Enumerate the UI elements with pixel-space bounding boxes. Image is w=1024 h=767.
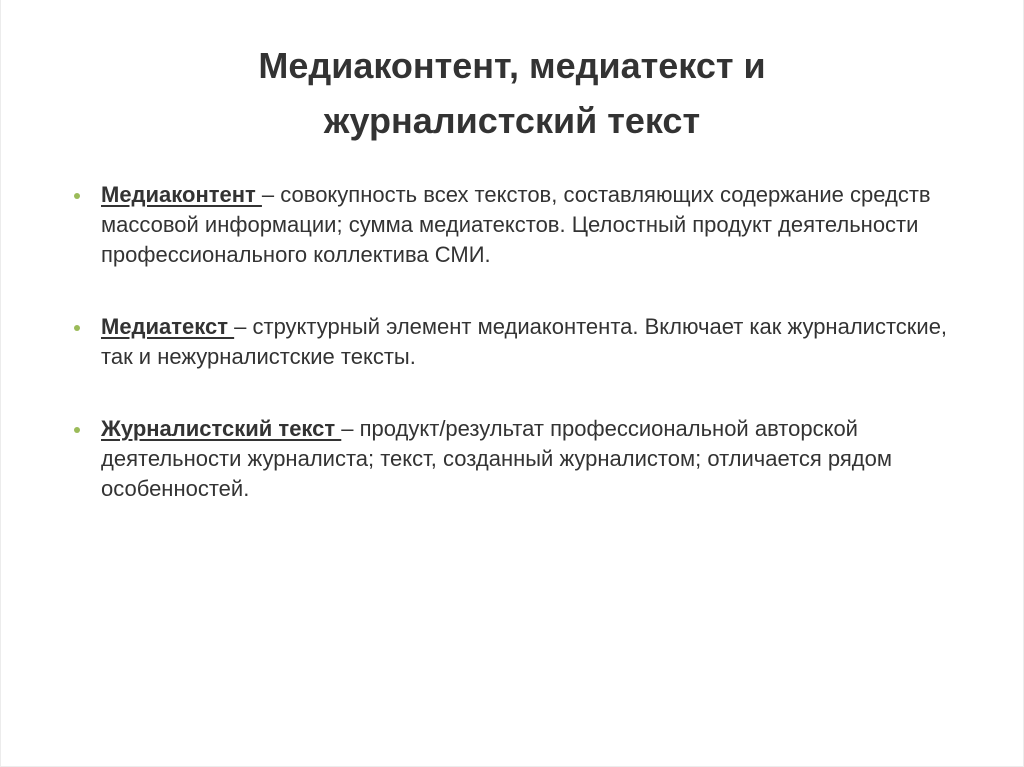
- term-journalistic-text: Журналистский текст: [101, 416, 342, 441]
- bullet-dot-icon: [74, 427, 80, 433]
- bullet-item-journalistic-text: [74, 414, 954, 504]
- bullet-item-mediacontent: [74, 180, 954, 270]
- definition-journalistic-text: – продукт/результат профессиональной авторской деятельности журналиста; текст, созданный журналистом; отличается рядом особенностей.: [101, 416, 892, 501]
- bullet-dot-icon: [74, 193, 80, 199]
- bullet-item-mediatext: [74, 312, 954, 372]
- term-mediatext: Медиатекст: [101, 314, 235, 339]
- slide-title-line-1: Медиаконтент, медиатекст и: [258, 45, 766, 86]
- bullet-list: [74, 180, 954, 504]
- bullet-dot-icon: [74, 325, 80, 331]
- slide-title: [80, 38, 944, 148]
- definition-mediacontent: – совокупность всех текстов, составляющих содержание средств массовой информации; сумма медиатекстов. Целостный продукт деятельности профессионального коллектива СМИ.: [101, 182, 931, 267]
- slide-title-line-2: журналистский текст: [323, 100, 701, 141]
- term-mediacontent: Медиаконтент: [101, 182, 262, 207]
- definition-mediatext: – структурный элемент медиаконтента. Включает как журналистские, так и нежурналистские тексты.: [101, 314, 948, 369]
